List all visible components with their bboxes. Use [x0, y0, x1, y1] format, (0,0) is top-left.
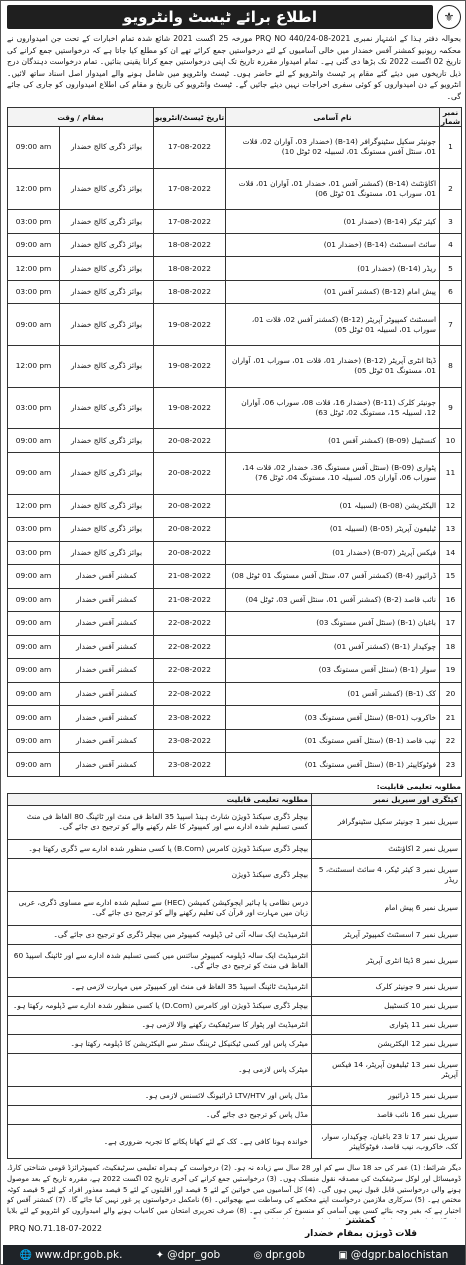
- time-cell: 09:00 am: [8, 706, 60, 730]
- date-cell: 20-08-2022: [154, 494, 226, 518]
- qual-text-cell: میٹرک پاس لازمی ہو۔: [8, 1053, 312, 1087]
- schedule-row: [8, 588, 462, 612]
- qual-text-cell: مڈل پاس اور LTV/HTV ڈرائیونگ لائسنس لازمی ہو۔: [8, 1087, 312, 1106]
- qualification-row: [8, 1034, 462, 1053]
- schedule-row: [8, 659, 462, 683]
- signatory-title: کمشنر: [346, 1216, 376, 1226]
- time-cell: 09:00 am: [8, 565, 60, 589]
- serial-cell: 14: [440, 541, 462, 565]
- qualification-row: [8, 978, 462, 997]
- qualifications-section: [7, 781, 461, 1161]
- date-cell: 21-08-2022: [154, 588, 226, 612]
- qual-text-cell: انٹرمیڈیٹ اور پٹوار کا سرٹیفکیٹ رکھنے والا لازمی ہو۔: [8, 1016, 312, 1035]
- twitter-icon: ✦: [155, 1249, 165, 1261]
- time-cell: 09:00 am: [8, 753, 60, 777]
- qual-header-post: کیٹگری اور سیریل نمبر: [312, 794, 462, 806]
- date-cell: 22-08-2022: [154, 682, 226, 706]
- qualification-row: [8, 1106, 462, 1125]
- serial-cell: 17: [440, 612, 462, 636]
- time-cell: 12:00 pm: [8, 168, 60, 210]
- post-cell: فوٹوکاپیئر (B-1) (سنٹل آفس مستونگ 01): [226, 753, 440, 777]
- schedule-row: [8, 304, 462, 346]
- date-cell: 17-08-2022: [154, 210, 226, 234]
- qual-text-cell: مڈل پاس کو ترجیح دی جائے گی۔: [8, 1106, 312, 1125]
- qual-post-cell: سیریل نمبر 16 نائب قاصد: [312, 1106, 462, 1125]
- venue-cell: بوائز ڈگری کالج خضدار: [60, 346, 154, 388]
- time-cell: 03:00 pm: [8, 280, 60, 304]
- schedule-row: [8, 494, 462, 518]
- post-cell: خاکروب (B-01) (سنٹل آفس مستونگ 03): [226, 706, 440, 730]
- schedule-row: [8, 233, 462, 257]
- facebook-link[interactable]: [338, 1249, 448, 1261]
- time-cell: 09:00 am: [8, 127, 60, 169]
- venue-cell: کمشنر آفس خضدار: [60, 635, 154, 659]
- serial-cell: 4: [440, 233, 462, 257]
- facebook-handle: @dgpr.balochistan: [350, 1249, 449, 1261]
- post-cell: کیئر ٹیکر (B-14) (خضدار 01): [226, 210, 440, 234]
- schedule-row: [8, 565, 462, 589]
- intro-paragraph: بحوالہ دفتر ہذا کے اشتہار نمبری PRQ NO 440/24-08-2021 مورخہ 25 اگست 2021 شائع شدہ تمام اخبارات کے تحت جن امیدواروں نے محکمہ ریونیو کمشنر آفس خضدار میں خالی آسامیوں کے لئے درخواستیں جمع کرائے تھے ان کو مطلع کیا جاتا ہے کہ درخواستیں جمع کرانے کی تاریخ 02 اگست 2022 تک بڑھا دی گئی ہے۔ تمام امیدوار مقررہ تاریخ تک اپنی درخواستیں جمع کرانا یقینی بنائیں۔ تمام درخواست دہندگان درج ذیل تاریخوں میں دیئے گئے مقام پر ٹیسٹ وانٹرویو کے لئے حاضر ہوں۔ ٹیسٹ وانٹرویو میں شامل ہونے والے امیدوار اصل اسناد ساتھ لائیں۔ انٹرویو کے دن امیدواروں کو کوئی سفری اخراجات نہیں دیئے جائیں گے۔ ٹیسٹ وانٹرویو کی تاریخ و مقام کی اطلاع امیدواروں کو جاری کی جائے گی۔: [7, 34, 461, 101]
- time-cell: 12:00 pm: [8, 494, 60, 518]
- header-date: تاریخ ٹیسٹ/انٹرویو: [154, 108, 226, 127]
- qual-post-cell: سیریل نمبر 17 تا 23 باغبان، چوکیدار، سوار، کک، خاکروب، نیب قاصد، فوٹوکاپیئر: [312, 1125, 462, 1159]
- instagram-handle: dpr.gob: [265, 1249, 305, 1261]
- time-cell: 03:00 pm: [8, 518, 60, 542]
- venue-cell: کمشنر آفس خضدار: [60, 753, 154, 777]
- qualification-row: [8, 858, 462, 892]
- qualification-row: [8, 1087, 462, 1106]
- post-cell: جونیئر کلرک (B-11) (خضدار 16، قلات 08، سوراب 06، آواران 12، لسبیلہ 15، مستونگ 02، ٹوٹل 63): [226, 387, 440, 429]
- serial-cell: 5: [440, 257, 462, 281]
- serial-cell: 23: [440, 753, 462, 777]
- qual-post-cell: سیریل نمبر 1 جونیئر سکیل سٹینوگرافر: [312, 806, 462, 840]
- date-cell: 23-08-2022: [154, 706, 226, 730]
- schedule-row: [8, 387, 462, 429]
- twitter-link[interactable]: [156, 1249, 221, 1261]
- serial-cell: 10: [440, 429, 462, 453]
- schedule-row: [8, 706, 462, 730]
- date-cell: 20-08-2022: [154, 429, 226, 453]
- qual-post-cell: سیریل نمبر 11 پٹواری: [312, 1016, 462, 1035]
- date-cell: 22-08-2022: [154, 612, 226, 636]
- date-cell: 18-08-2022: [154, 280, 226, 304]
- serial-cell: 7: [440, 304, 462, 346]
- qual-post-cell: سیریل نمبر 2 اکاؤنٹنٹ: [312, 839, 462, 858]
- serial-cell: 8: [440, 346, 462, 388]
- government-emblem-icon: ⚜: [437, 5, 461, 29]
- time-cell: 09:00 am: [8, 429, 60, 453]
- schedule-row: [8, 635, 462, 659]
- venue-cell: کمشنر آفس خضدار: [60, 682, 154, 706]
- website-text: www.dpr.gob.pk.: [35, 1249, 123, 1261]
- qualification-row: [8, 997, 462, 1016]
- qual-post-cell: سیریل نمبر 13 ٹیلیفون آپریٹر، 14 فیکس آپریٹر: [312, 1053, 462, 1087]
- facebook-icon: ▣: [338, 1249, 348, 1261]
- serial-cell: 11: [440, 452, 462, 494]
- qual-header-qual: مطلوبہ تعلیمی قابلیت: [8, 794, 312, 806]
- terms-and-conditions: دیگر شرائط: (1) عمر کی حد 18 سال سے کم اور 28 سال سے زیادہ نہ ہو۔ (2) درخواست کے ہمراہ تعلیمی سرٹیفکیٹ، کمپیوٹرائزڈ قومی شناختی کارڈ، ڈومیسائل اور لوکل سرٹیفکیٹ کی مصدقہ نقول منسلک ہوں۔ (3) درخواستیں جمع کرانے کی آخری تاریخ 02 اگست 2022 ہے، مقررہ تاریخ کے بعد موصول ہونے والی درخواستیں قابل قبول نہیں ہوں گی۔ (4) کل آسامیوں میں خواتین کے لئے 5 فیصد اور اقلیتوں کے لئے 5 فیصد معذور افراد کے لئے 5 فیصد کوٹہ مختص ہے۔ (5) سرکاری ملازمین درخواست اپنے محکمے کی وساطت سے بھجوائیں۔ (6) نامکمل درخواستوں پر غور نہیں کیا جائے گا۔ (7) کمشنر آفس کو اختیار ہے کہ بغیر وجہ بتائے کسی بھی آسامی کو منسوخ کر سکتی ہے۔ (8) صرف تحریری امتحان میں کامیاب ہونے والے امیدواروں کو انٹرویو کے لئے بلایا: [7, 1164, 461, 1216]
- date-cell: 21-08-2022: [154, 565, 226, 589]
- qual-text-cell: انٹرمیڈیٹ ایک سالہ آئی ٹی ڈپلومہ کمپیوٹر میں بیچلر ڈگری کو ترجیح دی جائے گی۔: [8, 925, 312, 944]
- twitter-handle: @dpr_gob: [167, 1249, 221, 1261]
- header-post: نام آسامی: [226, 108, 440, 127]
- qualification-row: [8, 1125, 462, 1159]
- post-cell: اکاؤنٹنٹ (B-14) (کمشنر آفس 01، خضدار 01، آواران 01، قلات 01، سوراب 01، مستونگ 01 ٹوٹل 06): [226, 168, 440, 210]
- venue-cell: بوائز ڈگری کالج خضدار: [60, 210, 154, 234]
- time-cell: 09:00 am: [8, 588, 60, 612]
- venue-cell: کمشنر آفس خضدار: [60, 612, 154, 636]
- post-cell: پیش امام (B-12) (کمشنر آفس 01): [226, 280, 440, 304]
- post-cell: کک (B-1) (کمشنر آفس 01): [226, 682, 440, 706]
- venue-cell: بوائز ڈگری کالج خضدار: [60, 168, 154, 210]
- post-cell: جونیئر سکیل سٹینوگرافر (B-14) (خضدار 03، آواران 02، قلات 01، سنٹل آفس مستونگ 01، لسبیلہ 02 ٹوٹل 10): [226, 127, 440, 169]
- venue-cell: بوائز ڈگری کالج خضدار: [60, 541, 154, 565]
- website-link[interactable]: [20, 1249, 123, 1261]
- signatory-office: قلات ڈویژن بمقام خضدار: [304, 1229, 418, 1239]
- time-cell: 09:00 am: [8, 659, 60, 683]
- qual-text-cell: میٹرک پاس اور کسی ٹیکنیکل ٹریننگ سنٹر سے الیکٹریشن کا ڈپلومہ رکھتا ہو۔: [8, 1034, 312, 1053]
- qualification-row: [8, 806, 462, 840]
- globe-icon: 🌐: [19, 1249, 33, 1261]
- qualification-row: [8, 839, 462, 858]
- qual-text-cell: بیچلر ڈگری سیکنڈ ڈویژن شارٹ ہینڈ اسپیڈ 35 الفاظ فی منٹ اور ٹائپنگ 80 الفاظ فی منٹ کسی تسلیم شدہ ادارے سے اور کمپیوٹر کا علم رکھنے والے کو ترجیح دی جائے گی۔: [8, 806, 312, 840]
- instagram-icon: ◎: [253, 1249, 263, 1261]
- time-cell: 09:00 am: [8, 682, 60, 706]
- date-cell: 19-08-2022: [154, 304, 226, 346]
- serial-cell: 18: [440, 635, 462, 659]
- date-cell: 17-08-2022: [154, 127, 226, 169]
- qual-post-cell: سیریل نمبر 12 الیکٹریشن: [312, 1034, 462, 1053]
- qual-text-cell: خواندہ ہونا کافی ہے۔ کک کے لئے کھانا پکانے کا تجربہ ضروری ہے۔: [8, 1125, 312, 1159]
- date-cell: 18-08-2022: [154, 257, 226, 281]
- qualification-row: [8, 925, 462, 944]
- serial-cell: 20: [440, 682, 462, 706]
- schedule-row: [8, 518, 462, 542]
- qual-text-cell: بیچلر ڈگری سیکنڈ ڈویژن: [8, 858, 312, 892]
- post-cell: کنسٹیبل (B-09) (کمشنر آفس 01): [226, 429, 440, 453]
- qualification-row: [8, 944, 462, 978]
- venue-cell: بوائز ڈگری کالج خضدار: [60, 452, 154, 494]
- serial-cell: 1: [440, 127, 462, 169]
- venue-cell: بوائز ڈگری کالج خضدار: [60, 257, 154, 281]
- post-cell: باغبان (B-1) (سنٹل آفس مستونگ 03): [226, 612, 440, 636]
- schedule-row: [8, 541, 462, 565]
- social-footer: [3, 1245, 465, 1265]
- date-cell: 22-08-2022: [154, 635, 226, 659]
- serial-cell: 19: [440, 659, 462, 683]
- date-cell: 19-08-2022: [154, 387, 226, 429]
- prq-number: PRQ NO.71.18-07-2022: [9, 1224, 102, 1233]
- qual-post-cell: سیریل نمبر 3 کیئر ٹیکر، 4 سائٹ اسسٹنٹ، 5 ریڈر: [312, 858, 462, 892]
- time-cell: 09:00 am: [8, 233, 60, 257]
- venue-cell: بوائز ڈگری کالج خضدار: [60, 429, 154, 453]
- serial-cell: 12: [440, 494, 462, 518]
- schedule-row: [8, 346, 462, 388]
- date-cell: 20-08-2022: [154, 452, 226, 494]
- time-cell: 03:00 pm: [8, 387, 60, 429]
- time-cell: 12:00 pm: [8, 346, 60, 388]
- post-cell: ڈیٹا انٹری آپریٹر (B-12) (خضدار 01، قلات 01، سوراب 01، آواران 01، مستونگ 01 ٹوٹل 05): [226, 346, 440, 388]
- post-cell: ریڈر (B-14) (خضدار 01): [226, 257, 440, 281]
- qual-text-cell: بیچلر ڈگری سیکنڈ ڈویژن اور کامرس (D.Com) یا کسی منظور شدہ ادارے سے ڈپلومہ رکھتا ہو۔: [8, 997, 312, 1016]
- post-cell: سوار (B-1) (سنٹل آفس مستونگ 03): [226, 659, 440, 683]
- serial-cell: 6: [440, 280, 462, 304]
- venue-cell: کمشنر آفس خضدار: [60, 729, 154, 753]
- time-cell: 12:00 pm: [8, 257, 60, 281]
- serial-cell: 16: [440, 588, 462, 612]
- qual-post-cell: سیریل نمبر 10 کنسٹیبل: [312, 997, 462, 1016]
- post-cell: الیکٹریشن (B-08) (لسبیلہ 01): [226, 494, 440, 518]
- schedule-row: [8, 612, 462, 636]
- qual-post-cell: سیریل نمبر 9 جونیئر کلرک: [312, 978, 462, 997]
- qualifications-caption: مطلوبہ تعلیمی قابلیت:: [376, 782, 461, 791]
- venue-cell: بوائز ڈگری کالج خضدار: [60, 518, 154, 542]
- post-cell: پٹواری (B-09) (سنٹل آفس مستونگ 36، خضدار 02، قلات 14، سوراب 06، آواران 05، لسبیلہ 10، مستونگ 04، ٹوٹل 76): [226, 452, 440, 494]
- date-cell: 22-08-2022: [154, 659, 226, 683]
- qualification-row: [8, 1053, 462, 1087]
- schedule-row: [8, 682, 462, 706]
- venue-cell: بوائز ڈگری کالج خضدار: [60, 127, 154, 169]
- qual-post-cell: سیریل نمبر 15 ڈرائیور: [312, 1087, 462, 1106]
- qual-post-cell: سیریل نمبر 8 ڈیٹا انٹری آپریٹر: [312, 944, 462, 978]
- date-cell: 23-08-2022: [154, 729, 226, 753]
- notice-title: اطلاع برائے ٹیسٹ وانٹرویو: [7, 5, 433, 29]
- serial-cell: 22: [440, 729, 462, 753]
- schedule-row: [8, 168, 462, 210]
- post-cell: ڈرائیور (B-4) (کمشنر آفس 07، سنٹل آفس مستونگ 01 ٹوٹل 08): [226, 565, 440, 589]
- time-cell: 09:00 am: [8, 304, 60, 346]
- serial-cell: 13: [440, 518, 462, 542]
- serial-cell: 3: [440, 210, 462, 234]
- serial-cell: 21: [440, 706, 462, 730]
- post-cell: نیب قاصد (B-1) (سنٹل آفس مستونگ 01): [226, 729, 440, 753]
- post-cell: چوکیدار (B-1) (کمشنر آفس 01): [226, 635, 440, 659]
- date-cell: 19-08-2022: [154, 346, 226, 388]
- schedule-row: [8, 753, 462, 777]
- post-cell: فیکس آپریٹر (B-07) (خضدار 01): [226, 541, 440, 565]
- post-cell: سائٹ اسسٹنٹ (B-14) (خضدار 01): [226, 233, 440, 257]
- time-cell: 03:00 pm: [8, 210, 60, 234]
- schedule-row: [8, 452, 462, 494]
- serial-cell: 15: [440, 565, 462, 589]
- venue-cell: کمشنر آفس خضدار: [60, 706, 154, 730]
- post-cell: اسسٹنٹ کمپیوٹر آپریٹر (B-12) (کمشنر آفس 02، قلات 01، سوراب 01، لسبیلہ 01 ٹوٹل 05): [226, 304, 440, 346]
- test-schedule-table: [7, 107, 461, 777]
- qualification-row: [8, 892, 462, 926]
- date-cell: 17-08-2022: [154, 168, 226, 210]
- time-cell: 09:00 am: [8, 635, 60, 659]
- schedule-row: [8, 429, 462, 453]
- qual-post-cell: سیریل نمبر 6 پیش امام: [312, 892, 462, 926]
- date-cell: 20-08-2022: [154, 541, 226, 565]
- post-cell: ٹیلیفون آپریٹر (B-05) (لسبیلہ 01): [226, 518, 440, 542]
- venue-cell: کمشنر آفس خضدار: [60, 659, 154, 683]
- time-cell: 09:00 am: [8, 452, 60, 494]
- qual-text-cell: انٹرمیڈیٹ ایک سالہ ڈپلومہ کمپیوٹر سائنس میں کسی تسلیم شدہ ادارے سے اور ٹائپنگ اسپیڈ 60 الفاظ فی منٹ کو ترجیح دی جائے گی۔: [8, 944, 312, 978]
- qual-post-cell: سیریل نمبر 7 اسسٹنٹ کمپیوٹر آپریٹر: [312, 925, 462, 944]
- qual-text-cell: بیچلر ڈگری سیکنڈ ڈویژن کامرس (B.Com) یا کسی منظور شدہ ادارے سے ڈگری رکھتا ہو۔: [8, 839, 312, 858]
- venue-cell: بوائز ڈگری کالج خضدار: [60, 280, 154, 304]
- qual-text-cell: درس نظامی یا ہائیر ایجوکیشن کمیشن (HEC) سے تسلیم شدہ ادارے سے مساوی ڈگری، عربی زبان میں مہارت اور قرآن کی تعلیم رکھنے والے کو ترجیح دی جائے گی۔: [8, 892, 312, 926]
- schedule-row: [8, 280, 462, 304]
- schedule-row: [8, 127, 462, 169]
- time-cell: 03:00 pm: [8, 541, 60, 565]
- qual-text-cell: انٹرمیڈیٹ ٹائپنگ اسپیڈ 35 الفاظ فی منٹ اور کمپیوٹر میں مہارت لازمی ہے۔: [8, 978, 312, 997]
- header-venue: بمقام / وقت: [8, 108, 154, 127]
- schedule-row: [8, 729, 462, 753]
- serial-cell: 9: [440, 387, 462, 429]
- venue-cell: کمشنر آفس خضدار: [60, 588, 154, 612]
- venue-cell: بوائز ڈگری کالج خضدار: [60, 233, 154, 257]
- venue-cell: بوائز ڈگری کالج خضدار: [60, 387, 154, 429]
- date-cell: 18-08-2022: [154, 233, 226, 257]
- time-cell: 09:00 am: [8, 612, 60, 636]
- signature-block: [271, 1215, 451, 1241]
- date-cell: 23-08-2022: [154, 753, 226, 777]
- notice-header: [7, 4, 461, 30]
- serial-cell: 2: [440, 168, 462, 210]
- venue-cell: کمشنر آفس خضدار: [60, 565, 154, 589]
- qualification-row: [8, 1016, 462, 1035]
- schedule-row: [8, 257, 462, 281]
- venue-cell: بوائز ڈگری کالج خضدار: [60, 494, 154, 518]
- time-cell: 09:00 am: [8, 729, 60, 753]
- schedule-row: [8, 210, 462, 234]
- header-serial: نمبر شمار: [440, 108, 461, 126]
- instagram-link[interactable]: [253, 1249, 305, 1261]
- venue-cell: بوائز ڈگری کالج خضدار: [60, 304, 154, 346]
- date-cell: 20-08-2022: [154, 518, 226, 542]
- post-cell: نائب قاصد (B-2) (کمشنر آفس 01، سنٹل آفس 03، ٹوٹل 04): [226, 588, 440, 612]
